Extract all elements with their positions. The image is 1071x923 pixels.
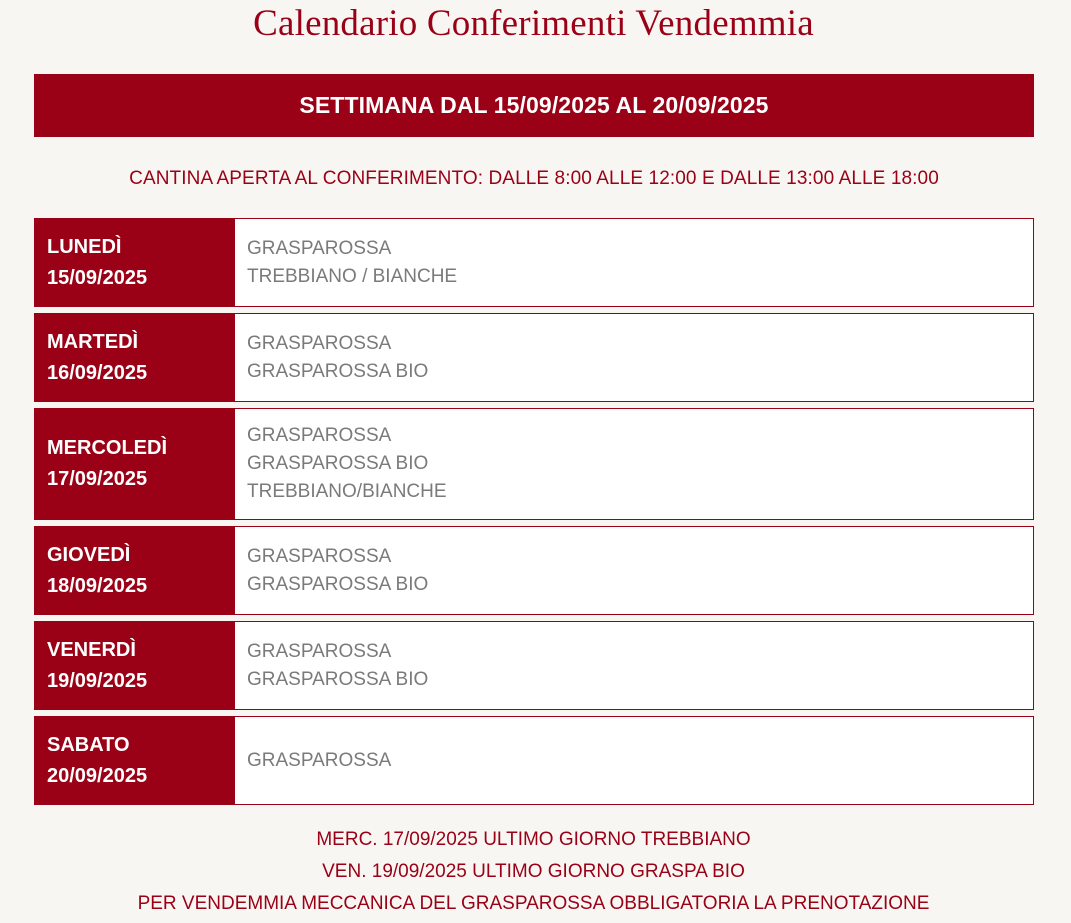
note-line: VEN. 19/09/2025 ULTIMO GIORNO GRASPA BIO: [322, 861, 745, 882]
day-date: 15/09/2025: [47, 266, 148, 289]
variety-item: TREBBIANO/BIANCHE: [247, 481, 447, 502]
schedule-row-saturday: [34, 716, 1034, 805]
day-cell: [35, 409, 235, 519]
day-date: 18/09/2025: [47, 574, 148, 597]
day-cell: [35, 314, 235, 401]
note-line: PER VENDEMMIA MECCANICA DEL GRASPAROSSA OBBLIGATORIA LA PRENOTAZIONE: [137, 893, 930, 914]
day-cell: [35, 622, 235, 709]
day-date: 19/09/2025: [47, 669, 148, 692]
day-date: 16/09/2025: [47, 361, 148, 384]
week-banner: [34, 74, 1034, 137]
variety-item: GRASPAROSSA: [247, 545, 392, 567]
variety-item: GRASPAROSSA BIO: [247, 668, 429, 690]
schedule-row-friday: [34, 621, 1034, 710]
day-name: SABATO: [47, 733, 130, 756]
schedule-row-tuesday: [34, 313, 1034, 402]
variety-list: [235, 219, 1033, 306]
week-banner-label: SETTIMANA DAL 15/09/2025 AL 20/09/2025: [299, 92, 769, 118]
page-title: Calendario Conferimenti Vendemmia: [253, 3, 814, 44]
variety-list: [235, 409, 1033, 519]
day-cell: [35, 527, 235, 614]
schedule-row-monday: [34, 218, 1034, 307]
day-cell: [35, 219, 235, 306]
delivery-notes: [0, 824, 1067, 920]
variety-item: GRASPAROSSA: [247, 332, 392, 354]
day-cell: [35, 717, 235, 804]
variety-item: GRASPAROSSA: [247, 749, 392, 771]
variety-item: GRASPAROSSA: [247, 640, 392, 662]
day-date: 20/09/2025: [47, 764, 148, 787]
delivery-schedule: [34, 218, 1034, 811]
note-line: MERC. 17/09/2025 ULTIMO GIORNO TREBBIANO: [316, 829, 751, 850]
variety-item: GRASPAROSSA: [247, 425, 392, 446]
variety-item: GRASPAROSSA BIO: [247, 573, 429, 595]
day-name: MERCOLEDÌ: [47, 437, 167, 459]
variety-list: [235, 717, 1033, 804]
variety-item: GRASPAROSSA BIO: [247, 360, 429, 382]
variety-item: GRASPAROSSA BIO: [247, 453, 429, 474]
schedule-row-thursday: [34, 526, 1034, 615]
variety-list: [235, 314, 1033, 401]
variety-list: [235, 622, 1033, 709]
opening-hours: CANTINA APERTA AL CONFERIMENTO: DALLE 8:00 ALLE 12:00 E DALLE 13:00 ALLE 18:00: [129, 168, 939, 189]
day-name: GIOVEDÌ: [47, 543, 131, 566]
day-date: 17/09/2025: [47, 468, 148, 490]
schedule-row-wednesday: [34, 408, 1034, 520]
day-name: MARTEDÌ: [47, 330, 139, 353]
day-name: LUNEDÌ: [47, 235, 122, 258]
variety-item: TREBBIANO / BIANCHE: [247, 265, 458, 287]
variety-item: GRASPAROSSA: [247, 237, 392, 259]
variety-list: [235, 527, 1033, 614]
day-name: VENERDÌ: [47, 638, 136, 661]
